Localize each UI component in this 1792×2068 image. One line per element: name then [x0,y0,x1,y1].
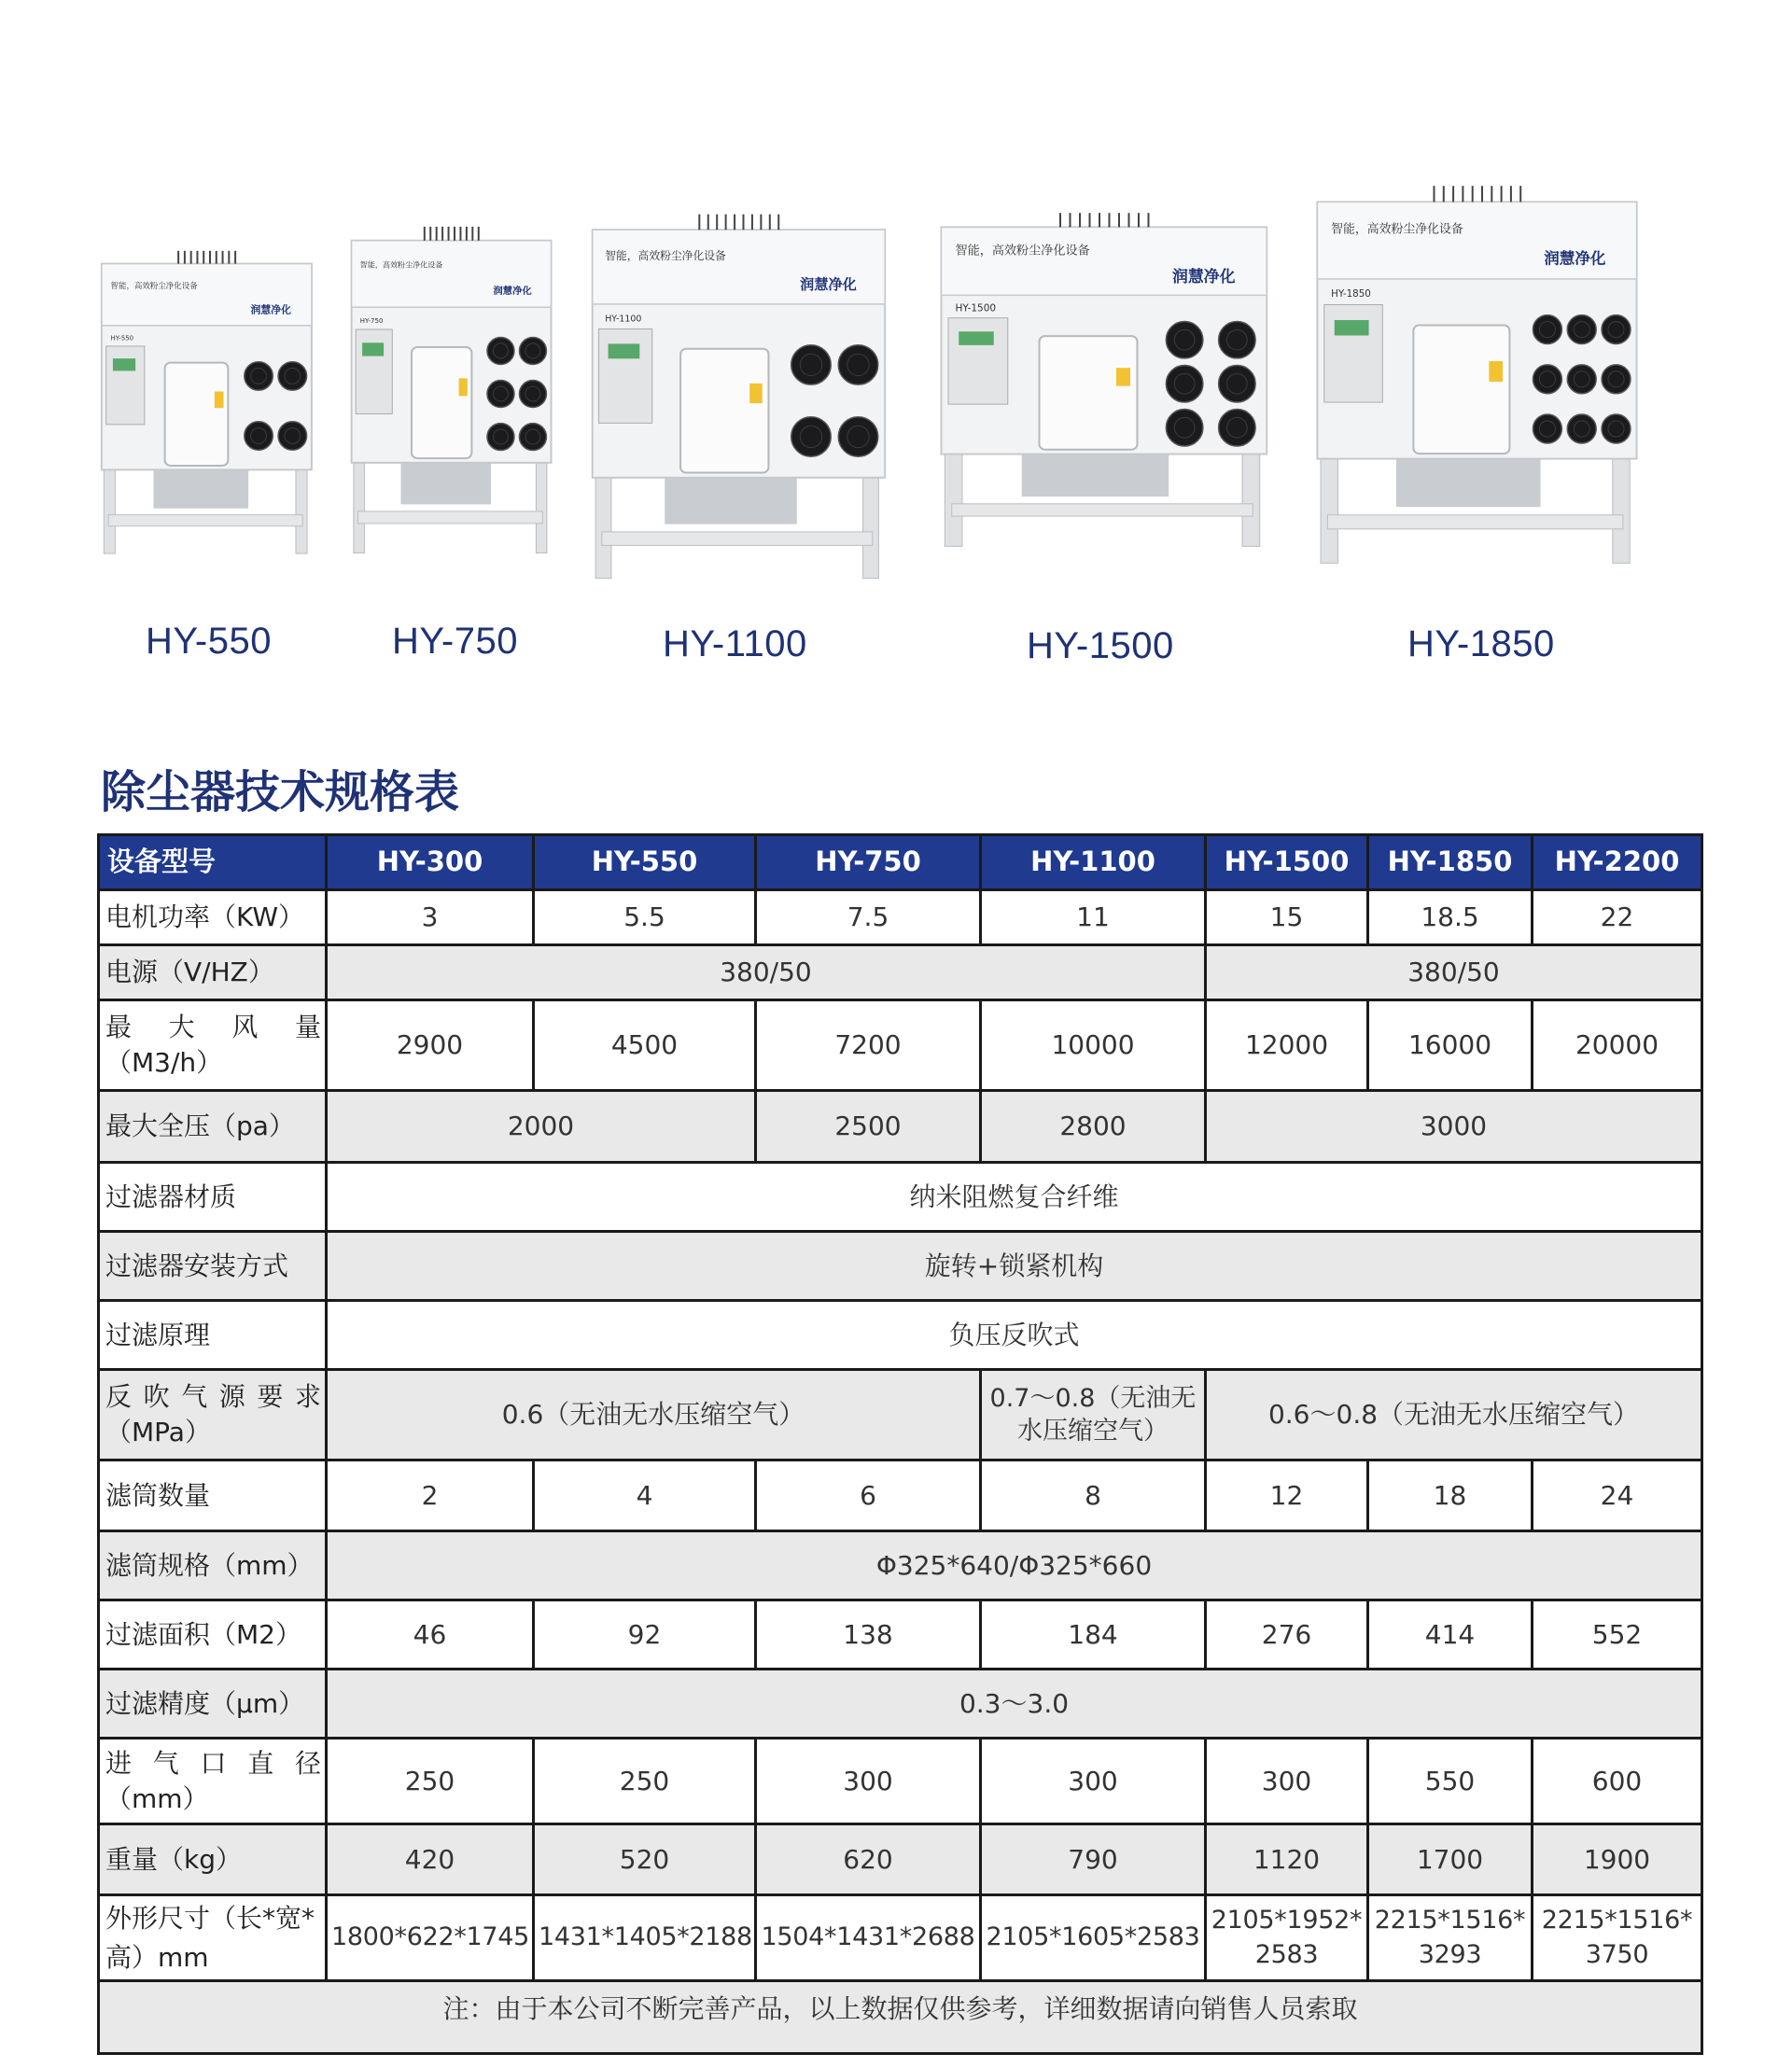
model-badge: HY-550 [110,334,134,342]
dust-collector-illustration [586,199,901,586]
header-cell: HY-1500 [1206,835,1368,890]
brand-logo-text: 润慧净化 [1544,249,1606,268]
header-cell: HY-550 [534,835,756,890]
spec-table-title: 除尘器技术规格表 [101,766,460,818]
table-cell: 7200 [756,1000,981,1091]
filter-cartridge [791,345,831,384]
table-cell: 92 [534,1600,756,1670]
row-label: 过滤器安装方式 [99,1232,327,1301]
table-cell: 24 [1533,1460,1702,1531]
header-cell: HY-300 [327,835,534,890]
table-cell: 2215*1516*3293 [1368,1895,1533,1981]
table-cell: 1431*1405*2188 [534,1895,756,1981]
product-image [97,238,323,560]
table-cell: 1800*622*1745 [327,1895,534,1981]
table-cell: 18.5 [1368,890,1533,945]
table-cell: 300 [1206,1739,1368,1824]
spec-table [97,833,1703,2055]
brand-logo-text: 润慧净化 [800,275,857,293]
table-cell: 380/50 [1206,945,1702,1000]
table-cell: 15 [1206,890,1368,945]
table-cell: 12 [1206,1460,1368,1531]
table-cell: 2105*1952*2583 [1206,1895,1368,1981]
table-cell: 3000 [1206,1091,1702,1163]
vent-grille [1434,186,1520,202]
filter-cartridge [278,422,306,450]
vent-grille [178,251,235,264]
table-cell: 380/50 [327,945,1206,1000]
row-label: 滤筒规格（mm） [99,1531,327,1600]
table-cell: 旋转+锁紧机构 [327,1232,1702,1301]
spec-row-supply [99,945,1702,1000]
table-cell: 0.6～0.8（无油无水压缩空气） [1206,1370,1702,1460]
product-gallery [0,0,1792,681]
header-cell: HY-2200 [1533,835,1702,890]
table-cell: 5.5 [534,890,756,945]
filter-cartridge [1567,365,1596,394]
row-label: 电机功率（KW） [99,890,327,945]
table-cell: 250 [327,1739,534,1824]
table-cell: 20000 [1533,1000,1702,1091]
table-cell: 300 [756,1739,981,1824]
filter-cartridge [1533,315,1561,344]
filter-cartridge [1602,365,1631,394]
table-cell: 2105*1605*2583 [981,1895,1206,1981]
table-cell: 552 [1533,1600,1702,1670]
table-cell: 2000 [327,1091,756,1163]
filter-cartridge [1219,321,1255,357]
dust-collector-illustration [934,199,1284,553]
table-cell: 2 [327,1460,534,1531]
table-cell: 12000 [1206,1000,1368,1091]
filter-cartridge [245,362,273,390]
table-cell: 420 [327,1824,534,1895]
table-cell: 3 [327,890,534,945]
table-cell: 4500 [534,1000,756,1091]
product-image [586,199,901,586]
table-cell: 1900 [1533,1824,1702,1895]
row-label-line: 最大风量 [105,1012,321,1043]
table-cell: 620 [756,1824,981,1895]
table-cell: 414 [1368,1600,1533,1670]
table-cell: 16000 [1368,1000,1533,1091]
spec-row-principle [99,1301,1702,1370]
row-label: 电源（V/HZ） [99,945,327,1000]
row-label: 最大全压（pa） [99,1091,327,1163]
model-badge: HY-750 [359,316,384,325]
row-label [99,1739,327,1824]
product-image [1310,170,1654,571]
dust-collector-illustration [97,238,323,560]
row-label-line: 反吹气源要求 [105,1381,321,1413]
table-note: 注：由于本公司不断完善产品，以上数据仅供参考，详细数据请向销售人员索取 [99,1981,1702,2054]
filter-cartridge [519,338,546,365]
product-model-label: HY-550 [146,621,272,662]
row-label-line: （M3/h） [105,1047,223,1078]
spec-row-precision [99,1670,1702,1739]
row-label [99,1000,327,1091]
filter-cartridge [245,422,273,450]
row-label: 外形尺寸（长*宽*高）mm [99,1895,327,1981]
header-cell: HY-750 [756,835,981,890]
table-cell: 250 [534,1739,756,1824]
product-model-label: HY-750 [392,621,518,662]
panel-caption: 智能，高效粉尘净化设备 [110,281,198,291]
spec-row-note [99,1981,1702,2054]
filter-cartridge [838,345,877,384]
product-model-label: HY-1850 [1407,623,1555,664]
table-cell: 1504*1431*2688 [756,1895,981,1981]
product-model-label: HY-1100 [663,623,807,664]
panel-caption: 智能，高效粉尘净化设备 [605,249,726,263]
product-image [347,213,562,560]
table-cell: 1120 [1206,1824,1368,1895]
table-cell: 46 [327,1600,534,1670]
table-cell: 0.6（无油无水压缩空气） [327,1370,981,1460]
table-cell: 纳米阻燃复合纤维 [327,1163,1702,1232]
table-cell: 550 [1368,1739,1533,1824]
header-cell: 设备型号 [99,835,327,890]
filter-cartridge [278,362,306,390]
row-label [99,1370,327,1460]
panel-caption: 智能，高效粉尘净化设备 [359,260,443,270]
filter-cartridge [791,417,831,456]
filter-cartridge [487,381,514,408]
table-cell: Φ325*640/Φ325*660 [327,1531,1702,1600]
model-badge: HY-1850 [1331,288,1371,300]
dust-collector-illustration [1310,170,1654,571]
table-cell: 184 [981,1600,1206,1670]
row-label: 重量（kg） [99,1824,327,1895]
filter-cartridge [1166,321,1202,357]
row-label: 过滤精度（µm） [99,1670,327,1739]
row-label: 过滤原理 [99,1301,327,1370]
brand-logo-text: 润慧净化 [250,303,292,316]
table-cell: 10000 [981,1000,1206,1091]
row-label: 滤筒数量 [99,1460,327,1531]
header-cell: HY-1850 [1368,835,1533,890]
table-cell: 138 [756,1600,981,1670]
filter-cartridge [1533,365,1561,394]
dust-collector-illustration [347,213,562,560]
model-badge: HY-1500 [955,302,997,314]
spec-row-install [99,1232,1702,1301]
row-label: 过滤面积（M2） [99,1600,327,1670]
table-cell: 276 [1206,1600,1368,1670]
table-cell: 18 [1368,1460,1533,1531]
spec-row-area [99,1600,1702,1670]
vent-grille [425,227,479,241]
table-cell: 4 [534,1460,756,1531]
table-cell: 600 [1533,1739,1702,1824]
spec-row-air-source [99,1370,1702,1460]
spec-row-cartridge [99,1531,1702,1600]
table-cell: 8 [981,1460,1206,1531]
table-cell: 2500 [756,1091,981,1163]
filter-cartridge [1567,315,1596,344]
table-cell: 2215*1516*3750 [1533,1895,1702,1981]
brand-logo-text: 润慧净化 [1172,266,1236,286]
filter-cartridge [838,417,877,456]
table-cell: 7.5 [756,890,981,945]
filter-cartridge [487,338,514,365]
table-cell: 0.3～3.0 [327,1670,1702,1739]
filter-cartridge [1602,414,1631,443]
spec-row-count [99,1460,1702,1531]
row-label-line: （MPa） [105,1417,211,1447]
row-label-line: （mm） [105,1782,209,1814]
filter-cartridge [1567,414,1596,443]
vent-grille [699,215,778,231]
row-label-line: 进气口直径 [105,1747,321,1779]
spec-header-row [99,835,1702,890]
filter-cartridge [487,424,514,451]
model-badge: HY-1100 [605,314,642,325]
filter-cartridge [519,424,546,451]
filter-cartridge [1602,315,1631,344]
filter-cartridge [1166,409,1202,445]
table-cell: 11 [981,890,1206,945]
table-cell: 6 [756,1460,981,1531]
spec-row-power [99,890,1702,945]
table-cell: 负压反吹式 [327,1301,1702,1370]
panel-caption: 智能，高效粉尘净化设备 [1331,222,1463,237]
table-cell: 0.7～0.8（无油无水压缩空气） [981,1370,1206,1460]
table-cell: 790 [981,1824,1206,1895]
spec-row-airflow [99,1000,1702,1091]
table-cell: 22 [1533,890,1702,945]
row-label: 过滤器材质 [99,1163,327,1232]
spec-row-material [99,1163,1702,1232]
vent-grille [1060,213,1149,227]
spec-row-weight [99,1824,1702,1895]
table-cell: 2900 [327,1000,534,1091]
brand-logo-text: 润慧净化 [493,285,532,297]
filter-cartridge [1166,365,1202,401]
spec-row-pressure [99,1091,1702,1163]
panel-caption: 智能，高效粉尘净化设备 [955,244,1090,258]
product-model-label: HY-1500 [1027,625,1174,666]
filter-cartridge [1219,365,1255,401]
product-image [934,199,1284,553]
filter-cartridge [1219,409,1255,445]
filter-cartridge [519,381,546,408]
filter-cartridge [1533,414,1561,443]
table-cell: 300 [981,1739,1206,1824]
table-cell: 520 [534,1824,756,1895]
table-cell: 2800 [981,1091,1206,1163]
header-cell: HY-1100 [981,835,1206,890]
table-cell: 1700 [1368,1824,1533,1895]
spec-row-inlet [99,1739,1702,1824]
spec-row-size [99,1895,1702,1981]
